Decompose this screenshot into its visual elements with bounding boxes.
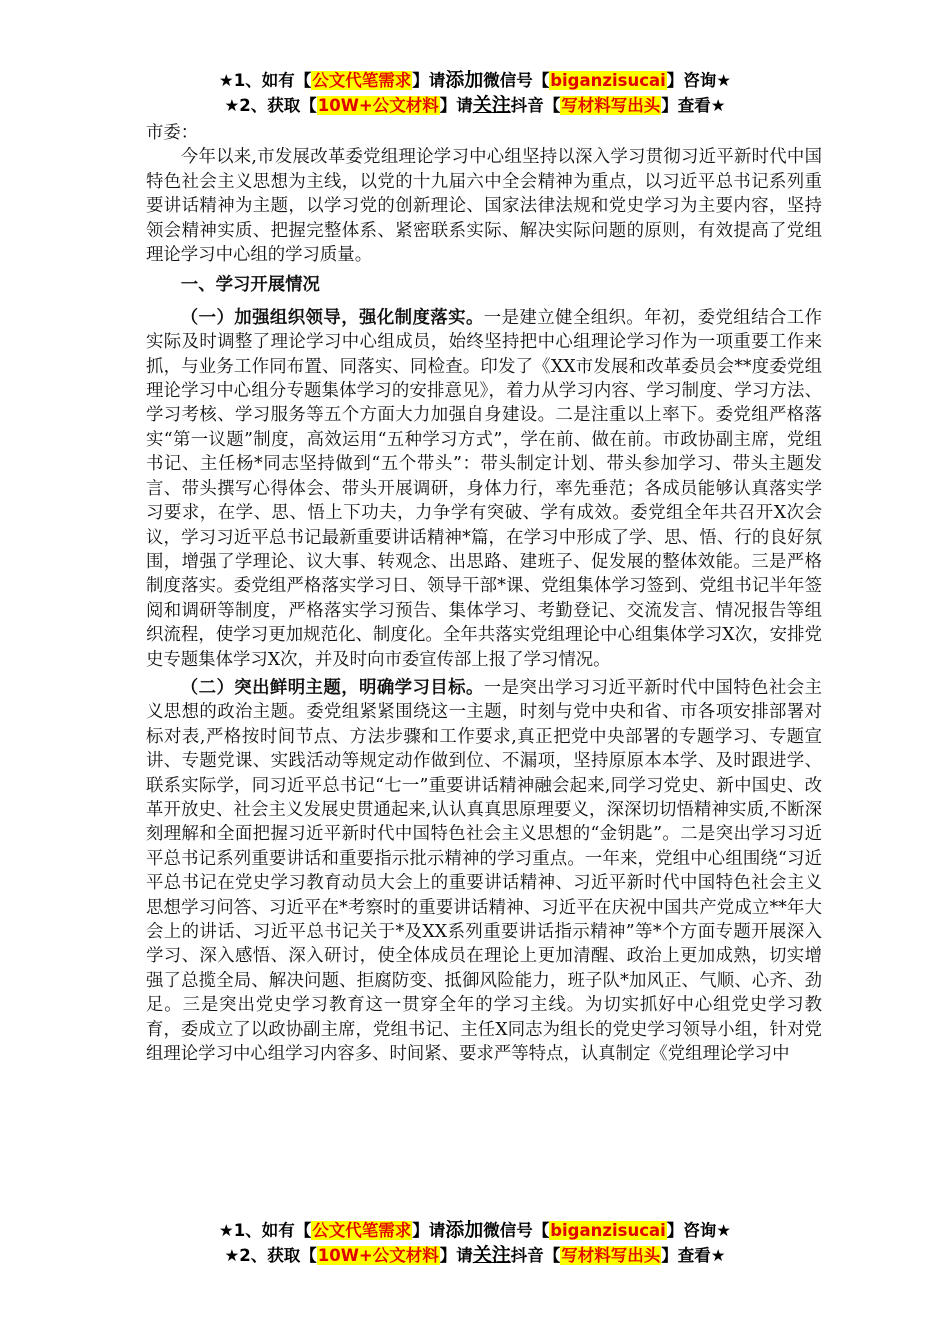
promo-line-1: ★1、如有【公文代笔需求】请添加微信号【biganzisucai】咨询★ [218, 69, 732, 91]
highlight-service: 公文代笔需求 [312, 71, 412, 90]
highlight-materials: 10W+公文材料 [317, 1246, 439, 1265]
promo-banner-top [0, 68, 950, 118]
section-2-title: （二）突出鲜明主题，明确学习目标。 [180, 677, 484, 698]
highlight-wechat-id: biganzisucai [550, 1221, 666, 1240]
document-body [146, 121, 822, 1070]
highlight-service: 公文代笔需求 [312, 1221, 412, 1240]
section-1-paragraph [146, 306, 822, 672]
promo-line-2: ★2、获取【10W+公文材料】请关注抖音【写材料写出头】查看★ [224, 94, 726, 116]
salutation: 市委： [146, 123, 199, 143]
section-1-title: （一）加强组织领导，强化制度落实。 [180, 307, 484, 328]
section-heading-1: 一、学习开展情况 [180, 275, 320, 296]
promo-line-2-bottom: ★2、获取【10W+公文材料】请关注抖音【写材料写出头】查看★ [224, 1244, 726, 1266]
section-1-body: 一是建立健全组织。年初，委党组结合工作实际及时调整了理论学习中心组成员，始终坚持把中心组理论学习作为一项重要工作来抓，与业务工作同布置、同落实、同检查。印发了《XX市发展和改革委员会**度委党组理论学习中心组分专题集体学习的安排意见》，着力从学习内容、学习制度、学习方法、学习考核、学习服务等五个方面大力加强自身建设。二是注重以上率下。委党组严格落实“第一议题”制度，高效运用“五种学习方式”，学在前、做在前。市政协副主席，党组书记、主任杨*同志坚持做到“五个带头”：带头制定计划、带头参加学习、带头主题发言、带头撰写心得体会、带头开展调研，身体力行，率先垂范；各成员能够认真落实学习要求，在学、思、悟上下功夫，力争学有突破、学有成效。委党组全年共召开X次会议，学习习近平总书记最新重要讲话精神*篇，在学习中形成了学、思、悟、行的良好氛围，增强了学理论、议大事、转观念、出思路、建班子、促发展的整体效能。三是严格制度落实。委党组严格落实学习日、领导干部*课、党组集体学习签到、党组书记半年签阅和调研等制度，严格落实学习预告、集体学习、考勤登记、交流发言、情况报告等组织流程，使学习更加规范化、制度化。全年共落实党组理论中心组集体学习X次，安排党史专题集体学习X次，并及时向市委宣传部上报了学习情况。 [146, 307, 822, 670]
section-2-paragraph [146, 676, 822, 1067]
section-2-body: 一是突出学习习近平新时代中国特色社会主义思想的政治主题。委党组紧紧围绕这一主题，时刻与党中央和省、市各项安排部署对标对表,严格按时间节点、方法步骤和工作要求,真正把党中央部署的专题学习、专题宣讲、专题党课、实践活动等规定动作做到位、不漏项，坚持原原本本学、及时跟进学、联系实际学，同习近平总书记“七一”重要讲话精神融会起来,同学习党史、新中国史、改革开放史、社会主义发展史贯通起来,认认真真思原理要义，深深切切悟精神实质,不断深刻理解和全面把握习近平新时代中国特色社会主义思想的“金钥匙”。二是突出学习习近平总书记系列重要讲话和重要指示批示精神的学习重点。一年来，党组中心组围绕“习近平总书记在党史学习教育动员大会上的重要讲话精神、习近平新时代中国特色社会主义思想学习问答、习近平在*考察时的重要讲话精神、习近平在庆祝中国共产党成立**年大会上的讲话、习近平总书记关于*及XX系列重要讲话指示精神”等*个方面专题开展深入学习、深入感悟、深入研讨，使全体成员在理论上更加清醒、政治上更加成熟，切实增强了总揽全局、解决问题、拒腐防变、抵御风险能力，班子队*加风正、气顺、心齐、劲足。三是突出党史学习教育这一贯穿全年的学习主线。为切实抓好中心组党史学习教育，委成立了以政协副主席，党组书记、主任X同志为组长的党史学习领导小组，针对党组理论学习中心组学习内容多、时间紧、要求严等特点，认真制定《党组理论学习中 [146, 677, 822, 1065]
highlight-douyin: 写材料写出头 [561, 1246, 661, 1265]
highlight-materials: 10W+公文材料 [317, 96, 439, 115]
highlight-douyin: 写材料写出头 [561, 96, 661, 115]
highlight-wechat-id: biganzisucai [550, 71, 666, 90]
promo-line-1-bottom: ★1、如有【公文代笔需求】请添加微信号【biganzisucai】咨询★ [218, 1219, 732, 1241]
intro-paragraph: 今年以来,市发展改革委党组理论学习中心组坚持以深入学习贯彻习近平新时代中国特色社会主义思想为主线，以党的十九届六中全会精神为重点，以习近平总书记系列重要讲话精神为主题，以学习党的创新理论、国家法律法规和党史学习为主要内容，坚持领会精神实质、把握完整体系、紧密联系实际、解决实际问题的原则，有效提高了党组理论学习中心组的学习质量。 [146, 147, 822, 266]
promo-banner-bottom [0, 1218, 950, 1268]
